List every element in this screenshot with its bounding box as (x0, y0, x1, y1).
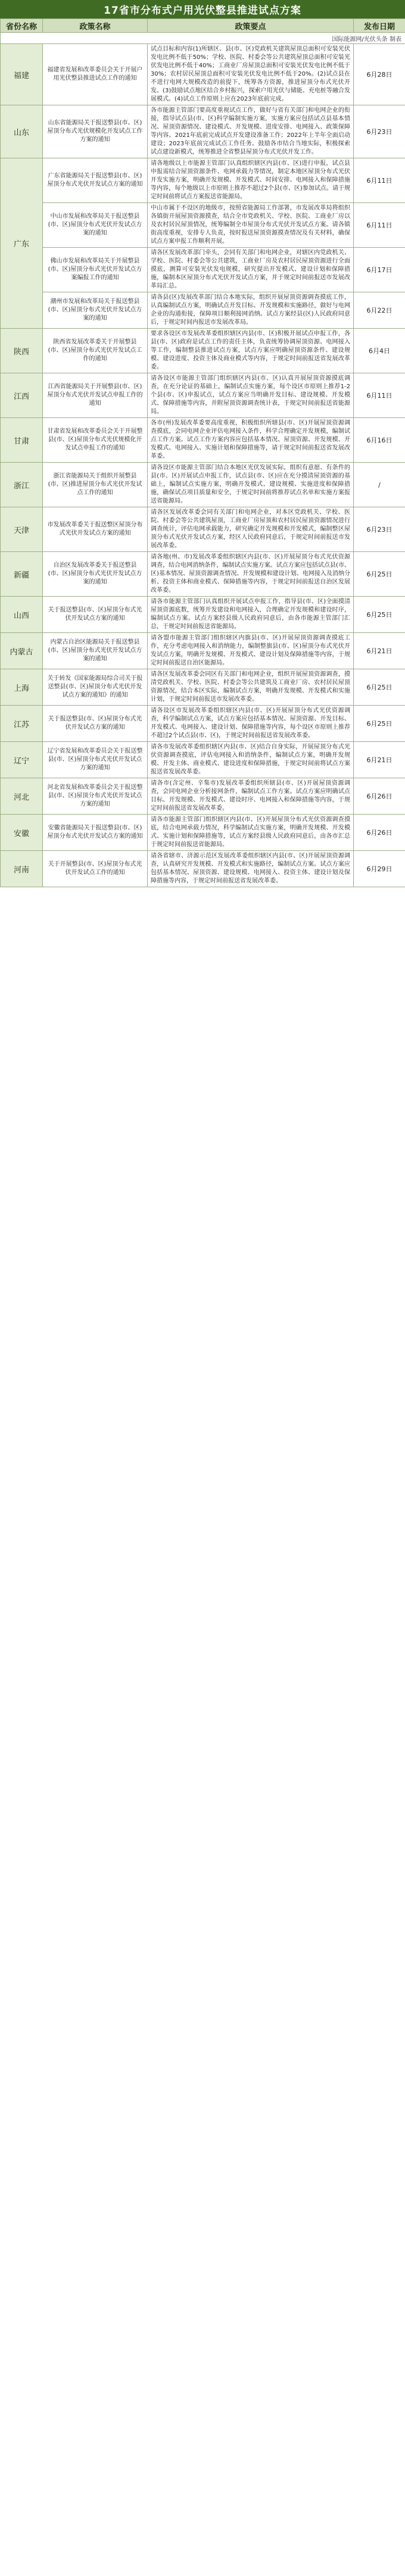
table-row (1, 203, 405, 248)
table-row (1, 669, 405, 706)
province-cell: 河北 (1, 778, 43, 815)
policy-name-cell: 广东省能源局关于报送整县(市、区)屋顶分布式光伏开发试点方案的通知 (43, 158, 148, 203)
province-cell: 安徽 (1, 815, 43, 851)
province-cell: 新疆 (1, 552, 43, 597)
release-date-cell: 6月16日 (354, 418, 405, 463)
policy-name-cell: 自治区发展改革委关于报送整县(市、区)屋顶分布式光伏开发试点方案的通知 (43, 552, 148, 597)
release-date-cell: 6月17日 (354, 248, 405, 292)
table-row (1, 815, 405, 851)
release-date-cell: 6月23日 (354, 507, 405, 552)
policy-points-cell: 各市(州)发展改革委要高度重视，积极组织所辖县(市、区)开展屋顶资源调查摸底，会同电网企业评估电网接入条件，科学合理确定开发规模，编制试点工作方案。试点工作方案内容应包括基本情况、屋顶资源、开发规模、开发模式、电网接入、实施计划和保障措施等，请于规定时间前报送省发展改革委。 (148, 418, 354, 463)
policy-points-cell: 请各市发展改革委组织辖区内县(市、区)结合自身实际，开展屋顶分布式光伏资源调查摸底，评估电网接入和消纳条件，编制试点方案，明确开发规模、开发主体、商业模式、建设进度和保障措施，于规定时间前将试点方案报送省发展改革委。 (148, 742, 354, 778)
policy-name-cell: 山东省能源局关于报送整县(市、区)屋顶分布式光伏规模化开发试点工作方案的通知 (43, 105, 148, 158)
table-row (1, 105, 405, 158)
policy-points-cell: 请各设区市发展改革委组织辖区内县(市、区)开展屋顶分布式光伏资源调查，科学编制试点方案，试点方案应包括基本情况、屋顶资源、开发目标、开发模式、电网接入、建设计划、保障措施等内容，每个设区市原则上推荐不超过2个试点县(市、区)，于规定时间前报送省发展改革委。 (148, 706, 354, 742)
policy-name-cell: 辽宁省发展和改革委员会关于报送整县(市、区)屋顶分布式光伏开发试点方案的通知 (43, 742, 148, 778)
province-cell: 河南 (1, 851, 43, 887)
header-release-date: 发布日期 (354, 19, 405, 33)
header-province: 省份名称 (1, 19, 43, 33)
table-row (1, 778, 405, 815)
policy-name-cell: 关于报送整县(市、区)屋顶分布式光伏开发试点方案的通知 (43, 597, 148, 633)
page (0, 0, 405, 887)
table-row (1, 552, 405, 597)
table-row (1, 742, 405, 778)
table-body (1, 33, 405, 887)
policy-points-cell: 请各区发展改革部门牵头，会同有关部门和电网企业，对辖区内党政机关、学校、医院、村委会等公共建筑，工商业厂房及农村居民屋顶资源进行全面摸底，测算可安装光伏发电规模，研究提出开发模式、建设计划和保障措施，编制本区屋顶分布式光伏开发试点方案，并于规定时间前报送市发展改革局汇总。 (148, 248, 354, 292)
province-cell: 甘肃 (1, 418, 43, 463)
policy-name-cell: 内蒙古自治区能源局关于报送整县(市、区)屋顶分布式光伏开发试点方案的通知 (43, 633, 148, 669)
release-date-cell: 6月21日 (354, 742, 405, 778)
release-date-cell: 6月25日 (354, 597, 405, 633)
policy-name-cell: 安徽省能源局关于报送整县(市、区)屋顶分布式光伏开发试点方案的通知 (43, 815, 148, 851)
source-row (1, 33, 405, 44)
release-date-cell: 6月25日 (354, 706, 405, 742)
table-row (1, 706, 405, 742)
table-row (1, 248, 405, 292)
release-date-cell: 6月22日 (354, 292, 405, 329)
policy-points-cell: 请各设区市能源主管部门组织辖区内县(市、区)认真开展屋顶资源摸底调查，在充分论证的基础上，编制试点实施方案，每个设区市原则上推荐1-2个县(市、区)申报试点，试点方案应当明确开发目标、建设规模、开发模式、保障措施等内容，并附屋顶资源调查统计表，于规定时间前报送省能源局。 (148, 373, 354, 418)
province-cell: 山东 (1, 105, 43, 158)
table-row (1, 292, 405, 329)
release-date-cell: 6月25日 (354, 669, 405, 706)
release-date-cell: 6月26日 (354, 778, 405, 815)
release-date-cell: 6月25日 (354, 552, 405, 597)
policy-points-cell: 请各区发展改革委会同有关部门和电网企业，对本区党政机关、学校、医院、村委会等公共建筑屋顶，工商业厂房屋顶和农村居民屋顶资源情况进行调查统计，评估电网承载能力，研究确定开发规模和开发模式，编制整区屋顶分布式光伏开发试点方案，经区人民政府同意后，于规定时间前报送市发展改革委。 (148, 507, 354, 552)
policy-name-cell: 佛山市发展和改革局关于开展整县(市、区)屋顶分布式光伏开发试点方案编报工作的通知 (43, 248, 148, 292)
policy-name-cell: 陕西省发展改革委关于开展整县(市、区)屋顶分布式光伏开发试点工作的通知 (43, 329, 148, 373)
table-header-row (1, 19, 405, 33)
province-cell: 陕西 (1, 329, 43, 373)
table-row (1, 507, 405, 552)
province-cell: 天津 (1, 507, 43, 552)
policy-name-cell: 潮州市发展和改革局关于报送整县(市、区)屋顶分布式光伏开发试点方案的通知 (43, 292, 148, 329)
policy-name-cell: 甘肃省发展和改革委员会关于开展整县(市、区)屋顶分布式光伏规模化开发试点申报工作的通知 (43, 418, 148, 463)
table-row (1, 158, 405, 203)
policy-points-cell: 请各地级以上市能源主管部门认真组织辖区内县(市、区)进行申报，试点县申报需结合屋顶资源条件、电网承载力等情况，制定本地区屋顶分布式光伏开发实施方案，明确开发规模、开发模式、时间安排、电网接入和保障措施等内容，每个地级以上市原则上推荐不超过2个县(市、区)参加试点。请于规定时间前将试点方案报送省能源局。 (148, 158, 354, 203)
policy-points-cell: 请各设区市能源主管部门结合本地区光伏发展实际，组织有意愿、有条件的县(市、区)开展试点申报工作，试点县(市、区)应在充分摸清屋顶资源的基础上，编制试点实施方案，明确开发模式、建设规模、实施进度和保障措施，确保试点项目质量和安全，于规定时间前将推荐试点名单和实施方案报送省能源局。 (148, 463, 354, 507)
policy-name-cell: 关于转发《国家能源局综合司关于报送整县(市、区)屋顶分布式光伏开发试点方案的通知》的通知 (43, 669, 148, 706)
table-row (1, 851, 405, 887)
province-cell: 江西 (1, 373, 43, 418)
table-row (1, 418, 405, 463)
policy-points-cell: 请各地(州、市)发展改革委组织辖区内县(市、区)开展屋顶分布式光伏资源调查，结合电网消纳条件，编制试点实施方案。试点方案应包括试点县(市、区)基本情况、屋顶资源调查情况、开发规模和建设计划、电网接入及消纳分析、投资主体和商业模式、保障措施等内容，于规定时间前报送自治区发展改革委。 (148, 552, 354, 597)
policy-points-cell: 中山市属于不设区的地级市，按照省能源局工作部署，市发展改革局将组织各镇街开展屋顶资源摸查，结合全市党政机关、学校、医院、工商业厂房以及农村居民屋顶情况，统筹编制全市屋顶分布式光伏开发试点方案。请各镇街高度重视，安排专人负责，按时报送屋顶资源摸查情况及有关材料，确保试点方案申报工作顺利开展。 (148, 203, 354, 248)
release-date-cell: 6月28日 (354, 44, 405, 105)
header-policy-name: 政策名称 (43, 19, 148, 33)
policy-name-cell: 关于开展整县(市、区)屋顶分布式光伏开发试点工作的通知 (43, 851, 148, 887)
policy-name-cell: 关于报送整县(市、区)屋顶分布式光伏开发试点方案的通知 (43, 706, 148, 742)
table-row (1, 633, 405, 669)
release-date-cell: 6月23日 (354, 105, 405, 158)
policy-name-cell: 江西省能源局关于开展整县(市、区)屋顶分布式光伏开发试点申报工作的通知 (43, 373, 148, 418)
policy-table (0, 18, 405, 887)
policy-points-cell: 请各市能源主管部门认真组织开展试点申报工作，指导县(市、区)全面摸清屋顶资源底数，统筹开发建设和电网接入，合理确定开发规模和建设时序，编制试点方案。试点方案经县级人民政府同意后，由各市能源主管部门汇总，于规定时间前报送省能源局。 (148, 597, 354, 633)
page-title: 17省市分布式户用光伏整县推进试点方案 (0, 0, 405, 18)
release-date-cell: 6月26日 (354, 815, 405, 851)
policy-points-cell: 要求各设区市发展改革委组织辖区内县(市、区)积极开展试点申报工作，各县(市、区)政府是试点工作的责任主体，负责统筹协调屋顶资源、电网接入等工作，编制整县推进试点方案，试点方案应明确屋顶资源条件、建设规模、建设进度、投资主体及商业模式等内容，于规定时间前报送省发展改革委。 (148, 329, 354, 373)
table-row (1, 329, 405, 373)
province-cell: 内蒙古 (1, 633, 43, 669)
release-date-cell: 6月11日 (354, 373, 405, 418)
province-cell: 山西 (1, 597, 43, 633)
table-row (1, 597, 405, 633)
policy-name-cell: 河北省发展和改革委员会关于报送整县(市、区)屋顶分布式光伏开发试点方案的通知 (43, 778, 148, 815)
policy-points-cell: 请各市能源主管部门组织辖区内县(市、区)开展屋顶分布式光伏资源调查摸底，结合电网承载力情况，科学编制试点实施方案，明确开发规模、开发模式、实施计划和保障措施等，试点方案经县级人民政府同意后，由各市汇总于规定时间前报送省能源局。 (148, 815, 354, 851)
release-date-cell: 6月11日 (354, 158, 405, 203)
policy-name-cell: 中山市发展和改革局关于报送整县(市、区)屋顶分布式光伏开发试点方案的通知 (43, 203, 148, 248)
policy-points-cell: 请各盟市能源主管部门组织辖区内旗县(市、区)开展屋顶资源调查摸底工作，充分考虑电网接入和消纳能力，编制整旗县(市、区)屋顶分布式光伏开发试点方案，明确开发规模、开发模式、建设计划及保障措施等内容，于规定时间前报送自治区能源局。 (148, 633, 354, 669)
province-cell: 上海 (1, 669, 43, 706)
policy-points-cell: 试点目标和内容(1)所辖区、县(市、区)党政机关建筑屋顶总面积可安装光伏发电比例不低于50%；学校、医院、村委会等公共建筑屋顶总面积可安装光伏发电比例不低于40%；工商业厂房屋顶总面积可安装光伏发电比例不低于30%；农村居民屋顶总面积可安装光伏发电比例不低于20%。(2)试点县在不进行电网大规模改造的前提下，统筹各方资源，推进屋顶分布式光伏开发。(3)鼓励试点地区结合乡村振兴，探索户用光伏与储能、充电桩等融合发展模式。(4)试点工作原则上应在2023年底前完成。 (148, 44, 354, 105)
table-row (1, 373, 405, 418)
source-note: 国际能源网/光伏头条 制表 (1, 33, 405, 44)
province-cell: 浙江 (1, 463, 43, 507)
province-cell: 辽宁 (1, 742, 43, 778)
policy-points-cell: 各市能源主管部门要高度重视试点工作，做好与省有关部门和电网企业的衔接，指导试点县(市、区)科学编制实施方案，实施方案应包括试点县基本情况、屋顶资源情况、建设模式、开发规模、进度安排、电网接入、政策保障等内容。2021年底前完成试点开发建设准备工作；2022年上半年全面启动建设；2023年底前完成试点工作任务。鼓励各市结合当地实际，积极探索试点建设新模式，统筹推进全省整县屋顶分布式光伏开发工作。 (148, 105, 354, 158)
policy-name-cell: 福建省发展和改革委员会关于开展户用光伏整县推进试点工作的通知 (43, 44, 148, 105)
release-date-cell: / (354, 463, 405, 507)
release-date-cell: 6月4日 (354, 329, 405, 373)
policy-points-cell: 请各县(区)发展改革部门结合本地实际，组织开展屋顶资源调查摸底工作，认真编制试点方案，明确试点开发目标、开发规模和实施路径，做好与电网企业的沟通衔接，保障项目顺利接网消纳。试点方案经县(区)人民政府同意后，于规定时间内报送市发展改革局。 (148, 292, 354, 329)
policy-points-cell: 请各区发展改革委会同区有关部门和电网企业，组织开展屋顶资源调查，摸清党政机关、学校、医院、村委会等公共建筑及工商业厂房、农村居民屋顶资源情况，结合本区实际，编制试点方案，明确开发规模、开发模式和实施计划，于规定时间前报送市发展改革委。 (148, 669, 354, 706)
policy-name-cell: 市发展改革委关于报送整区屋顶分布式光伏开发试点方案的通知 (43, 507, 148, 552)
province-cell: 江苏 (1, 706, 43, 742)
release-date-cell: 6月29日 (354, 851, 405, 887)
table-row (1, 44, 405, 105)
province-cell: 福建 (1, 44, 43, 105)
header-policy-points: 政策要点 (148, 19, 354, 33)
policy-points-cell: 请各省辖市、济源示范区发展改革委组织辖区内县(市、区)开展屋顶资源调查，认真研究开发规模、开发模式和实施路径，编制试点方案。试点方案应包括基本情况、屋顶资源、建设规模、电网接入、投资主体、建设计划及保障措施等内容，于规定时间前报送省发展改革委。 (148, 851, 354, 887)
release-date-cell: 6月11日 (354, 203, 405, 248)
release-date-cell: 6月21日 (354, 633, 405, 669)
province-cell: 广东 (1, 158, 43, 329)
policy-name-cell: 浙江省能源局关于组织开展整县(市、区)推进屋顶分布式光伏开发试点工作的通知 (43, 463, 148, 507)
policy-points-cell: 请各市(含定州、辛集市)发展改革委组织所辖县(市、区)开展屋顶资源调查，会同电网企业分析接网条件，编制试点工作方案。试点方案应明确试点目标、开发规模、开发模式、建设时序、电网接入和保障措施等内容，于规定时间前报送省发展改革委。 (148, 778, 354, 815)
table-row (1, 463, 405, 507)
